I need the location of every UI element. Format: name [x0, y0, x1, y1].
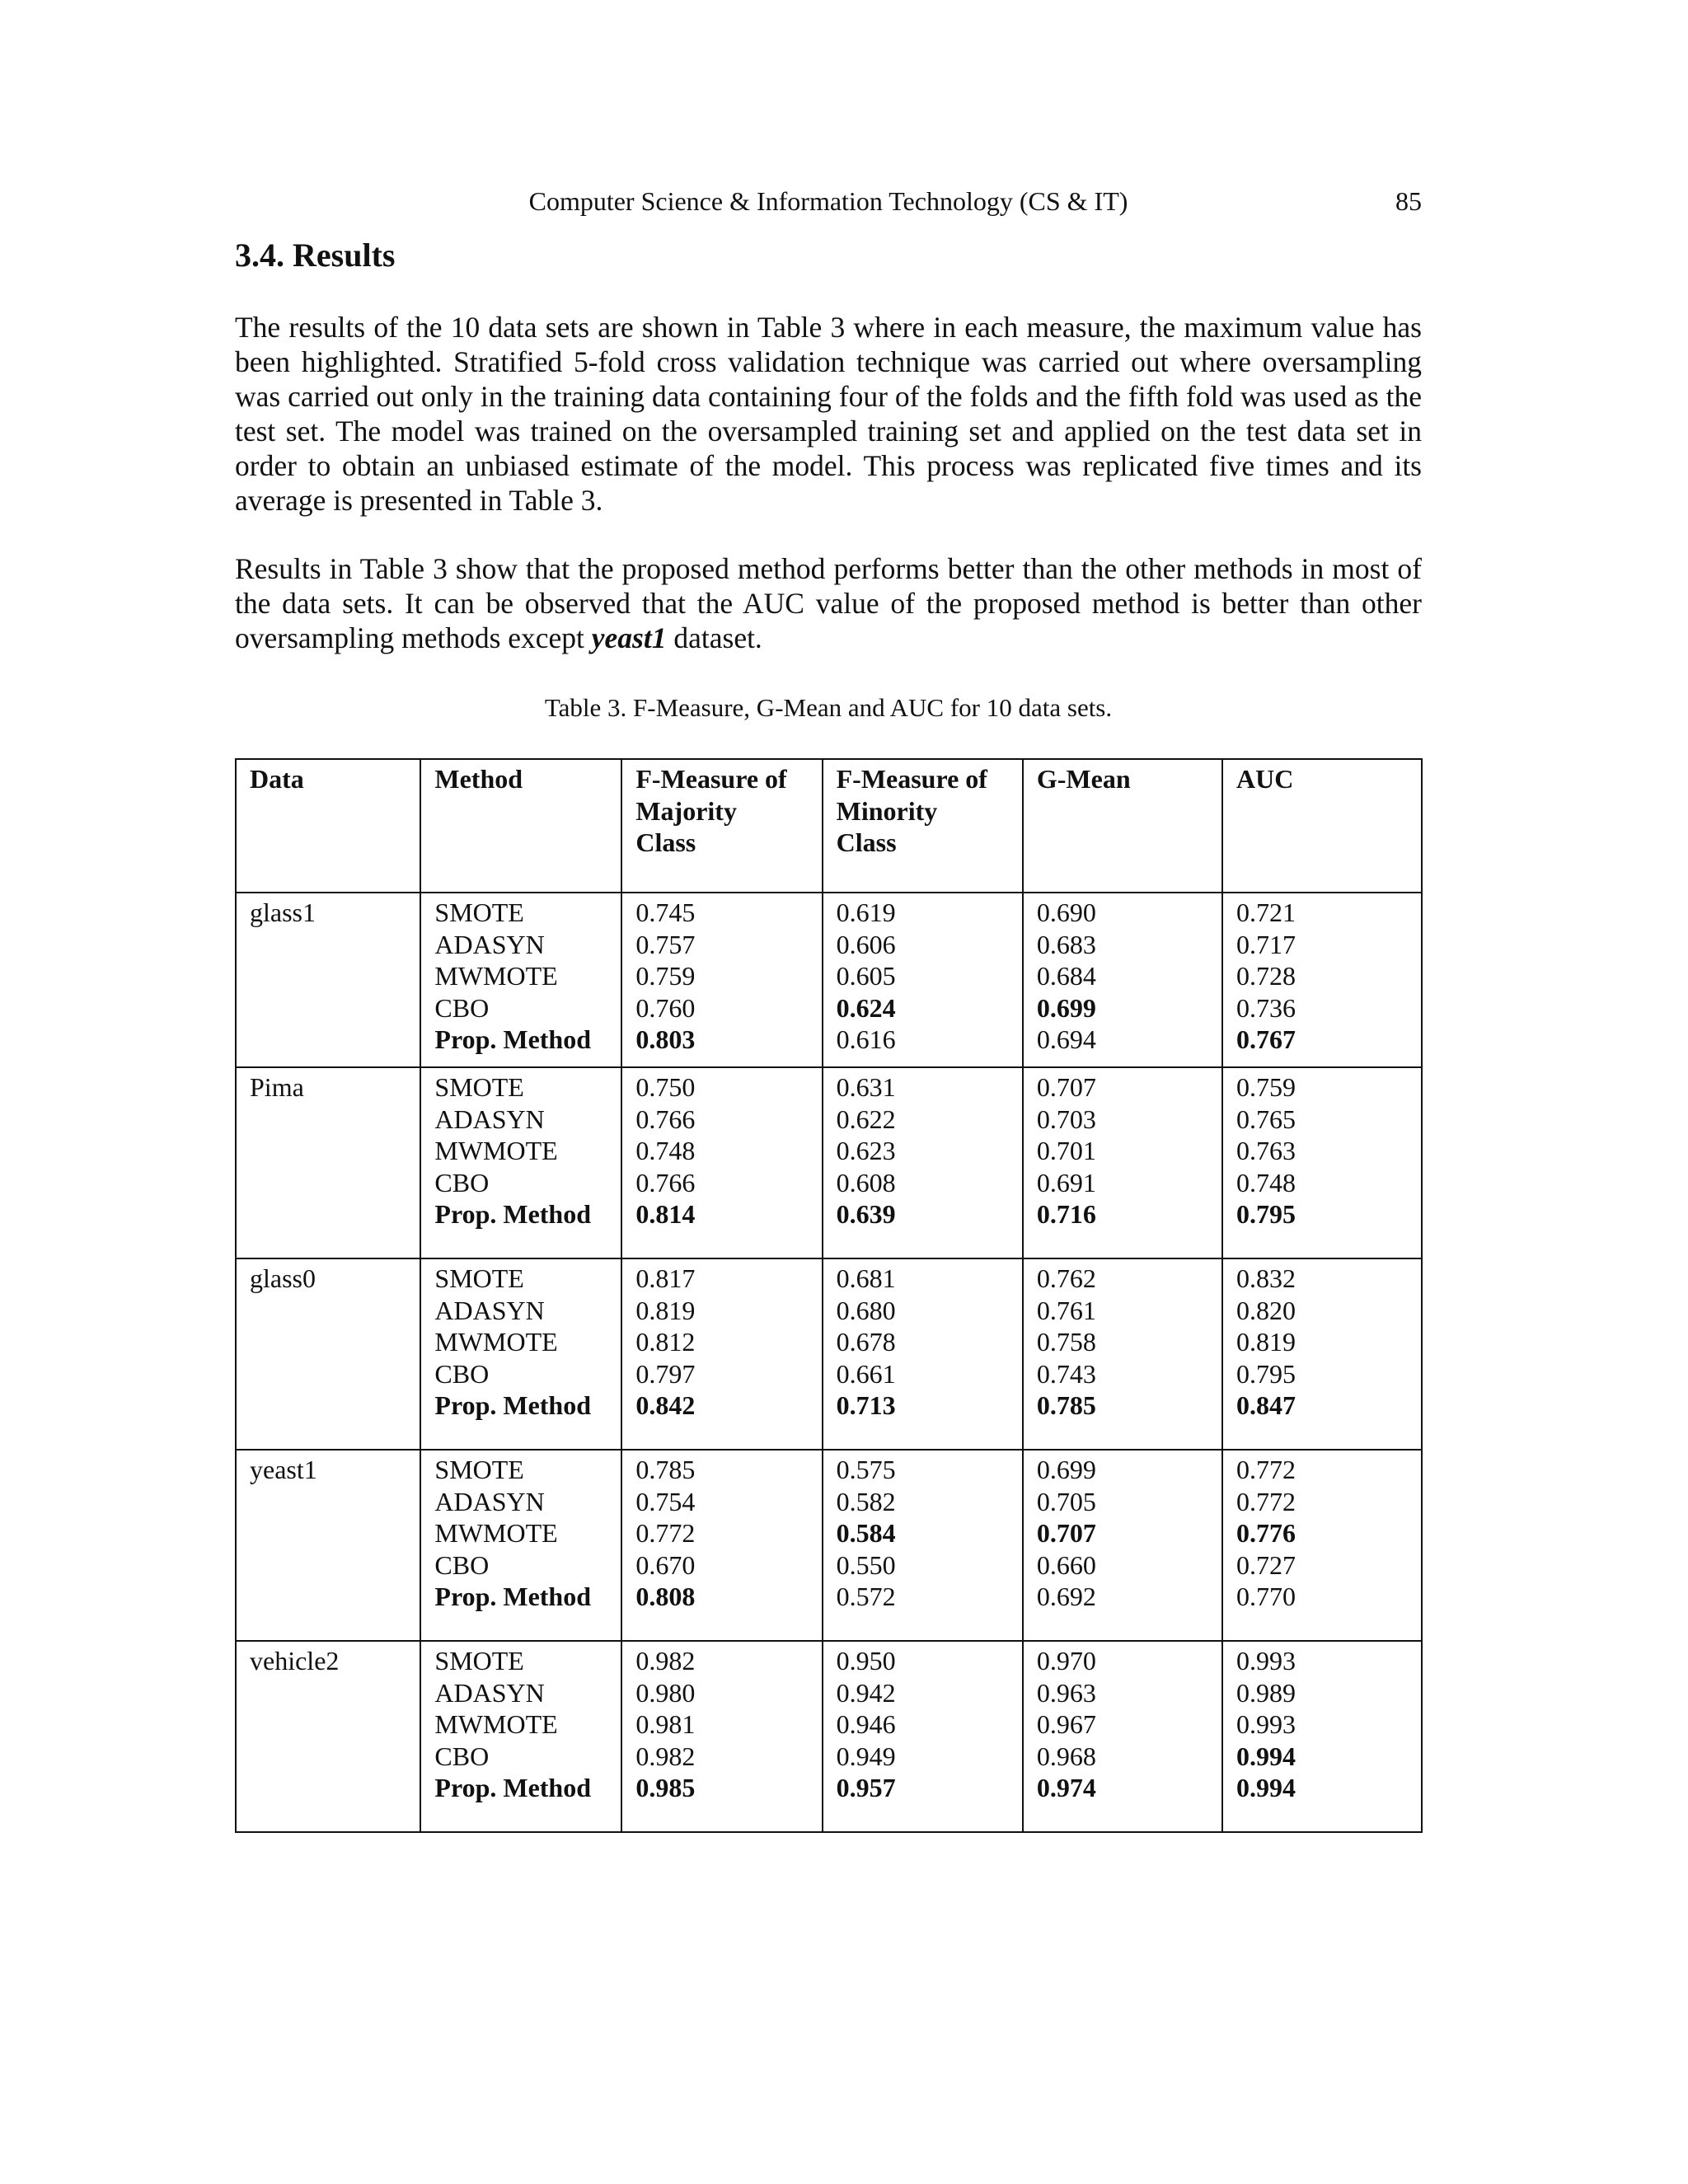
metric-value: 0.757 [635, 929, 696, 959]
metric-value: 0.692 [1036, 1582, 1096, 1612]
table-row [236, 1067, 1422, 1258]
header-fmeasure-minority [823, 759, 1023, 893]
header-line: F-Measure of [635, 764, 787, 794]
metric-value: 0.623 [836, 1136, 896, 1166]
method-name: ADASYN [434, 1486, 545, 1516]
metric-value: 0.982 [635, 1741, 696, 1771]
metric-value: 0.968 [1036, 1741, 1096, 1771]
metric-value: 0.763 [1236, 1136, 1296, 1166]
metric-value: 0.639 [836, 1199, 896, 1230]
metric-value: 0.981 [635, 1709, 696, 1740]
metric-value: 0.770 [1236, 1582, 1296, 1612]
header-line: F-Measure of [836, 764, 987, 794]
metric-value: 0.772 [1236, 1455, 1296, 1484]
metric-value: 0.767 [1236, 1024, 1296, 1055]
metric-value: 0.608 [836, 1167, 896, 1197]
metric-value: 0.681 [836, 1263, 896, 1293]
metric-value: 0.766 [635, 1104, 696, 1134]
metric-value: 0.963 [1036, 1677, 1096, 1708]
method-name: CBO [434, 1549, 490, 1580]
metric-value: 0.766 [635, 1167, 696, 1197]
running-head [235, 183, 1422, 219]
method-name: MWMOTE [434, 1709, 558, 1740]
table-row [236, 1258, 1422, 1450]
results-table [235, 758, 1423, 1833]
dataset-name: glass1 [250, 898, 316, 927]
metric-value: 0.713 [836, 1390, 896, 1421]
method-name: CBO [434, 1167, 490, 1197]
metric-value: 0.721 [1236, 898, 1296, 927]
fmeasure-majority-cell [621, 1067, 822, 1258]
paragraph-2-text-a: Results in Table 3 show that the proposed method performs better than the other methods in most of the data sets. It can be observed that the AUC value of the proposed method is better than other oversampling methods except [235, 552, 1422, 654]
metric-value: 0.785 [635, 1455, 696, 1484]
fmeasure-majority-cell [621, 1258, 822, 1450]
method-name: MWMOTE [434, 961, 558, 991]
header-line: Class [836, 827, 897, 858]
metric-value: 0.745 [635, 898, 696, 927]
method-name: CBO [434, 1741, 490, 1771]
metric-value: 0.785 [1036, 1390, 1096, 1421]
metric-value: 0.691 [1036, 1167, 1096, 1197]
method-name: MWMOTE [434, 1518, 558, 1549]
metric-value: 0.743 [1036, 1358, 1096, 1389]
auc-cell [1222, 1258, 1422, 1450]
metric-value: 0.683 [1036, 929, 1096, 959]
metric-value: 0.699 [1036, 992, 1096, 1023]
method-name: SMOTE [434, 1072, 524, 1102]
metric-value: 0.946 [836, 1709, 896, 1740]
metric-value: 0.797 [635, 1358, 696, 1389]
metric-value: 0.661 [836, 1358, 896, 1389]
metric-value: 0.606 [836, 929, 896, 959]
metric-value: 0.748 [635, 1136, 696, 1166]
metric-value: 0.989 [1236, 1677, 1296, 1708]
header-fmeasure-majority [621, 759, 822, 893]
metric-value: 0.814 [635, 1199, 696, 1230]
metric-value: 0.575 [836, 1455, 896, 1484]
method-name: Prop. Method [434, 1024, 592, 1055]
header-method [420, 759, 621, 893]
metric-value: 0.758 [1036, 1327, 1096, 1357]
dataset-name: yeast1 [250, 1455, 317, 1484]
metric-value: 0.832 [1236, 1263, 1296, 1293]
metric-value: 0.761 [1036, 1295, 1096, 1325]
fmeasure-majority-cell [621, 1450, 822, 1641]
dataset-name-cell [236, 1641, 420, 1832]
dataset-emphasis: yeast1 [591, 621, 667, 654]
method-cell [420, 1641, 621, 1832]
section-heading: 3.4. Results [235, 237, 396, 274]
metric-value: 0.705 [1036, 1486, 1096, 1516]
metric-value: 0.759 [1236, 1072, 1296, 1102]
method-cell [420, 1450, 621, 1641]
header-auc [1222, 759, 1422, 893]
metric-value: 0.994 [1236, 1773, 1296, 1803]
method-name: SMOTE [434, 1455, 524, 1484]
metric-value: 0.727 [1236, 1549, 1296, 1580]
metric-value: 0.736 [1236, 992, 1296, 1023]
metric-value: 0.842 [635, 1390, 696, 1421]
paragraph-2 [235, 551, 1422, 655]
auc-cell [1222, 1067, 1422, 1258]
fmeasure-minority-cell [823, 1641, 1023, 1832]
metric-value: 0.660 [1036, 1549, 1096, 1580]
table-caption: Table 3. F-Measure, G-Mean and AUC for 10 data sets. [544, 693, 1113, 722]
auc-cell [1222, 1641, 1422, 1832]
metric-value: 0.584 [836, 1518, 896, 1549]
method-name: MWMOTE [434, 1136, 558, 1166]
metric-value: 0.605 [836, 961, 896, 991]
metric-value: 0.795 [1236, 1199, 1296, 1230]
fmeasure-majority-cell [621, 893, 822, 1067]
method-name: Prop. Method [434, 1390, 592, 1421]
method-name: Prop. Method [434, 1582, 592, 1612]
dataset-name-cell [236, 1258, 420, 1450]
metric-value: 0.717 [1236, 929, 1296, 959]
table-row [236, 1450, 1422, 1641]
metric-value: 0.703 [1036, 1104, 1096, 1134]
metric-value: 0.582 [836, 1486, 896, 1516]
header-line: Method [434, 764, 523, 794]
metric-value: 0.694 [1036, 1024, 1096, 1055]
metric-value: 0.820 [1236, 1295, 1296, 1325]
metric-value: 0.684 [1036, 961, 1096, 991]
metric-value: 0.760 [635, 992, 696, 1023]
fmeasure-minority-cell [823, 1450, 1023, 1641]
header-gmean [1023, 759, 1222, 893]
metric-value: 0.957 [836, 1773, 896, 1803]
method-name: SMOTE [434, 898, 524, 927]
dataset-name: vehicle2 [250, 1646, 340, 1675]
gmean-cell [1023, 1067, 1222, 1258]
metric-value: 0.716 [1036, 1199, 1096, 1230]
header-line: Data [250, 764, 304, 794]
metric-value: 0.550 [836, 1549, 896, 1580]
method-name: ADASYN [434, 1104, 545, 1134]
table-row [236, 893, 1422, 1067]
fmeasure-minority-cell [823, 1258, 1023, 1450]
metric-value: 0.765 [1236, 1104, 1296, 1134]
metric-value: 0.817 [635, 1263, 696, 1293]
method-cell [420, 893, 621, 1067]
metric-value: 0.980 [635, 1677, 696, 1708]
table-row [236, 1641, 1422, 1832]
metric-value: 0.819 [635, 1295, 696, 1325]
metric-value: 0.690 [1036, 898, 1096, 927]
header-data [236, 759, 420, 893]
method-name: CBO [434, 1358, 490, 1389]
paragraph-1: The results of the 10 data sets are shown in Table 3 where in each measure, the maximum value has been highlighted. Stratified 5-fold cross validation technique was carried out where oversampling was carried out only in the training data containing four of the folds and the fifth fold was used as the test set. The model was trained on the oversampled training set and applied on the test data set in order to obtain an unbiased estimate of the model. This process was replicated five times and its average is presented in Table 3. [235, 311, 1422, 517]
header-line: Minority [836, 795, 938, 826]
method-cell [420, 1067, 621, 1258]
metric-value: 0.748 [1236, 1167, 1296, 1197]
metric-value: 0.754 [635, 1486, 696, 1516]
metric-value: 0.678 [836, 1327, 896, 1357]
method-name: SMOTE [434, 1646, 524, 1675]
gmean-cell [1023, 1641, 1222, 1832]
metric-value: 0.795 [1236, 1358, 1296, 1389]
method-name: ADASYN [434, 1295, 545, 1325]
metric-value: 0.803 [635, 1024, 696, 1055]
fmeasure-minority-cell [823, 893, 1023, 1067]
metric-value: 0.707 [1036, 1072, 1096, 1102]
method-name: ADASYN [434, 929, 545, 959]
metric-value: 0.728 [1236, 961, 1296, 991]
header-line: Class [635, 827, 696, 858]
table-header-row [236, 759, 1422, 893]
header-line: Majority [635, 795, 737, 826]
auc-cell [1222, 1450, 1422, 1641]
metric-value: 0.949 [836, 1741, 896, 1771]
method-name: CBO [434, 992, 490, 1023]
header-line: G-Mean [1036, 764, 1131, 794]
fmeasure-majority-cell [621, 1641, 822, 1832]
gmean-cell [1023, 893, 1222, 1067]
metric-value: 0.772 [635, 1518, 696, 1549]
metric-value: 0.967 [1036, 1709, 1096, 1740]
metric-value: 0.847 [1236, 1390, 1296, 1421]
metric-value: 0.572 [836, 1582, 896, 1612]
page-number: 85 [1395, 186, 1422, 216]
metric-value: 0.819 [1236, 1327, 1296, 1357]
metric-value: 0.994 [1236, 1741, 1296, 1771]
metric-value: 0.624 [836, 992, 896, 1023]
dataset-name-cell [236, 893, 420, 1067]
journal-title: Computer Science & Information Technology (CS & IT) [528, 186, 1128, 216]
metric-value: 0.772 [1236, 1486, 1296, 1516]
method-name: Prop. Method [434, 1199, 592, 1230]
metric-value: 0.993 [1236, 1709, 1296, 1740]
metric-value: 0.985 [635, 1773, 696, 1803]
metric-value: 0.701 [1036, 1136, 1096, 1166]
metric-value: 0.631 [836, 1072, 896, 1102]
auc-cell [1222, 893, 1422, 1067]
method-name: SMOTE [434, 1263, 524, 1293]
metric-value: 0.707 [1036, 1518, 1096, 1549]
metric-value: 0.993 [1236, 1646, 1296, 1675]
method-name: Prop. Method [434, 1773, 592, 1803]
metric-value: 0.776 [1236, 1518, 1296, 1549]
gmean-cell [1023, 1450, 1222, 1641]
gmean-cell [1023, 1258, 1222, 1450]
header-line: AUC [1236, 764, 1294, 794]
method-cell [420, 1258, 621, 1450]
metric-value: 0.762 [1036, 1263, 1096, 1293]
metric-value: 0.680 [836, 1295, 896, 1325]
method-name: ADASYN [434, 1677, 545, 1708]
fmeasure-minority-cell [823, 1067, 1023, 1258]
table-body [236, 893, 1422, 1832]
metric-value: 0.699 [1036, 1455, 1096, 1484]
dataset-name: glass0 [250, 1263, 316, 1293]
metric-value: 0.750 [635, 1072, 696, 1102]
metric-value: 0.616 [836, 1024, 896, 1055]
paragraph-2-text-b: dataset. [666, 621, 762, 654]
metric-value: 0.812 [635, 1327, 696, 1357]
metric-value: 0.619 [836, 898, 896, 927]
dataset-name: Pima [250, 1072, 304, 1102]
dataset-name-cell [236, 1067, 420, 1258]
metric-value: 0.974 [1036, 1773, 1096, 1803]
metric-value: 0.622 [836, 1104, 896, 1134]
dataset-name-cell [236, 1450, 420, 1641]
method-name: MWMOTE [434, 1327, 558, 1357]
metric-value: 0.942 [836, 1677, 896, 1708]
metric-value: 0.808 [635, 1582, 696, 1612]
metric-value: 0.950 [836, 1646, 896, 1675]
metric-value: 0.982 [635, 1646, 696, 1675]
metric-value: 0.670 [635, 1549, 696, 1580]
metric-value: 0.759 [635, 961, 696, 991]
metric-value: 0.970 [1036, 1646, 1096, 1675]
